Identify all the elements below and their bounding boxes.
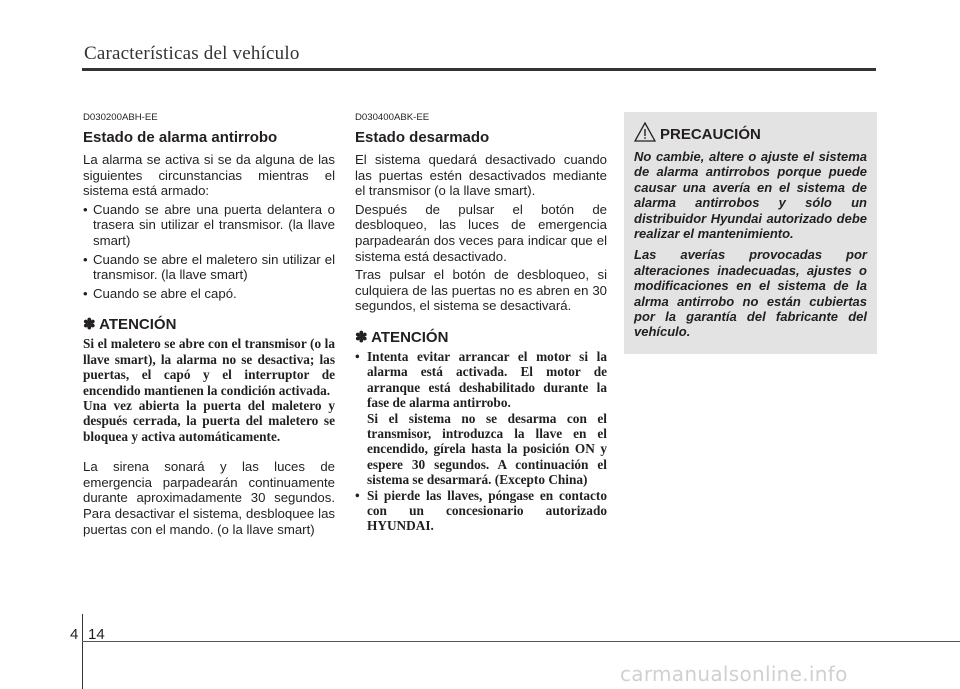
chapter-number: 4 bbox=[70, 626, 79, 643]
attention-heading: ✽ ATENCIÓN bbox=[83, 316, 177, 334]
list-item-text: • Intenta evitar arrancar el motor si la alarma está activada. El motor de arranque está deshabilitado durante la fase de alarma antirrobo. bbox=[367, 348, 607, 411]
attention-heading: ✽ ATENCIÓN bbox=[355, 328, 449, 346]
intro-paragraph: La alarma se activa si se da alguna de las siguientes circunstancias mientras el sistema está armado: bbox=[83, 152, 335, 199]
paragraph: Tras pulsar el botón de desbloqueo, si culquiera de las puertas no es abren en 30 segundos, el sistema se desactivará. bbox=[355, 267, 607, 314]
page-number: 14 bbox=[88, 626, 105, 643]
header-rule bbox=[82, 68, 876, 71]
page-header-title: Características del vehículo bbox=[84, 43, 300, 64]
list-item: • Cuando se abre el maletero sin utilizar el transmisor. (la llave smart) bbox=[83, 252, 335, 283]
footer-vertical-rule bbox=[82, 614, 83, 689]
paragraph: Después de pulsar el botón de desbloqueo, las luces de emergencia parpadearán dos veces para indicar que el sistema está desactivado. bbox=[355, 201, 607, 264]
footer-horizontal-rule bbox=[82, 641, 960, 642]
section-heading: Estado desarmado bbox=[355, 129, 490, 146]
closing-paragraph: La sirena sonará y las luces de emergencia parpadearán continuamente durante aproximadamente 30 segundos. Para desactivar el sistema, desbloquee las puertas con el mando. (o la llave smart) bbox=[83, 459, 335, 537]
warning-triangle-icon bbox=[634, 122, 660, 147]
attention-paragraph: Si el maletero se abre con el transmisor (o la llave smart), la alarma no se desactiva; las puertas, el capó y el interruptor de encendido mantienen la condición activada. bbox=[83, 336, 335, 398]
section-code: D030400ABK-EE bbox=[355, 112, 430, 123]
watermark: carmanualsonline.info bbox=[620, 662, 848, 686]
caution-box bbox=[624, 112, 877, 354]
list-item: • Si pierde las llaves, póngase en contacto con un concesionario autorizado HYUNDAI. bbox=[355, 488, 607, 534]
column-middle bbox=[355, 112, 607, 534]
list-item: • Cuando se abre una puerta delantera o trasera sin utilizar el transmisor. (la llave smart) bbox=[83, 202, 335, 249]
section-heading: Estado de alarma antirrobo bbox=[83, 129, 278, 146]
column-left bbox=[83, 112, 335, 540]
list-item: • Cuando se abre el capó. bbox=[83, 286, 335, 302]
paragraph: El sistema quedará desactivado cuando las puertas estén desactivados mediante el transmisor (o la llave smart). bbox=[355, 152, 607, 199]
caution-header bbox=[634, 122, 867, 146]
section-code: D030200ABH-EE bbox=[83, 112, 158, 123]
caution-title: PRECAUCIÓN bbox=[660, 125, 761, 143]
list-item-text: Si el sistema no se desarma con el transmisor, introduzca la llave en el encendido, gírela hasta la posición ON y espere 30 segundos. A continuación el sistema se desarmará. (Excepto China) bbox=[367, 410, 607, 488]
caution-paragraph: No cambie, altere o ajuste el sistema de alarma antirrobos porque puede causar una avería en el sistema de alarma antirrobos y sólo un distribuidor Hyundai autorizado debe realizar el mantenimiento. bbox=[634, 149, 867, 242]
attention-paragraph: Una vez abierta la puerta del maletero y después cerrada, la puerta del maletero se bloquea y activa automáticamente. bbox=[83, 397, 335, 444]
list-item bbox=[355, 349, 607, 488]
caution-paragraph: Las averías provocadas por alteraciones inadecuadas, ajustes o modificaciones en el sistema de la alrma antirrobo no están cubiertas por la garantía del fabricante del vehículo. bbox=[634, 247, 867, 340]
trigger-list bbox=[83, 202, 335, 302]
spacer bbox=[83, 444, 335, 459]
attention-list bbox=[355, 349, 607, 534]
